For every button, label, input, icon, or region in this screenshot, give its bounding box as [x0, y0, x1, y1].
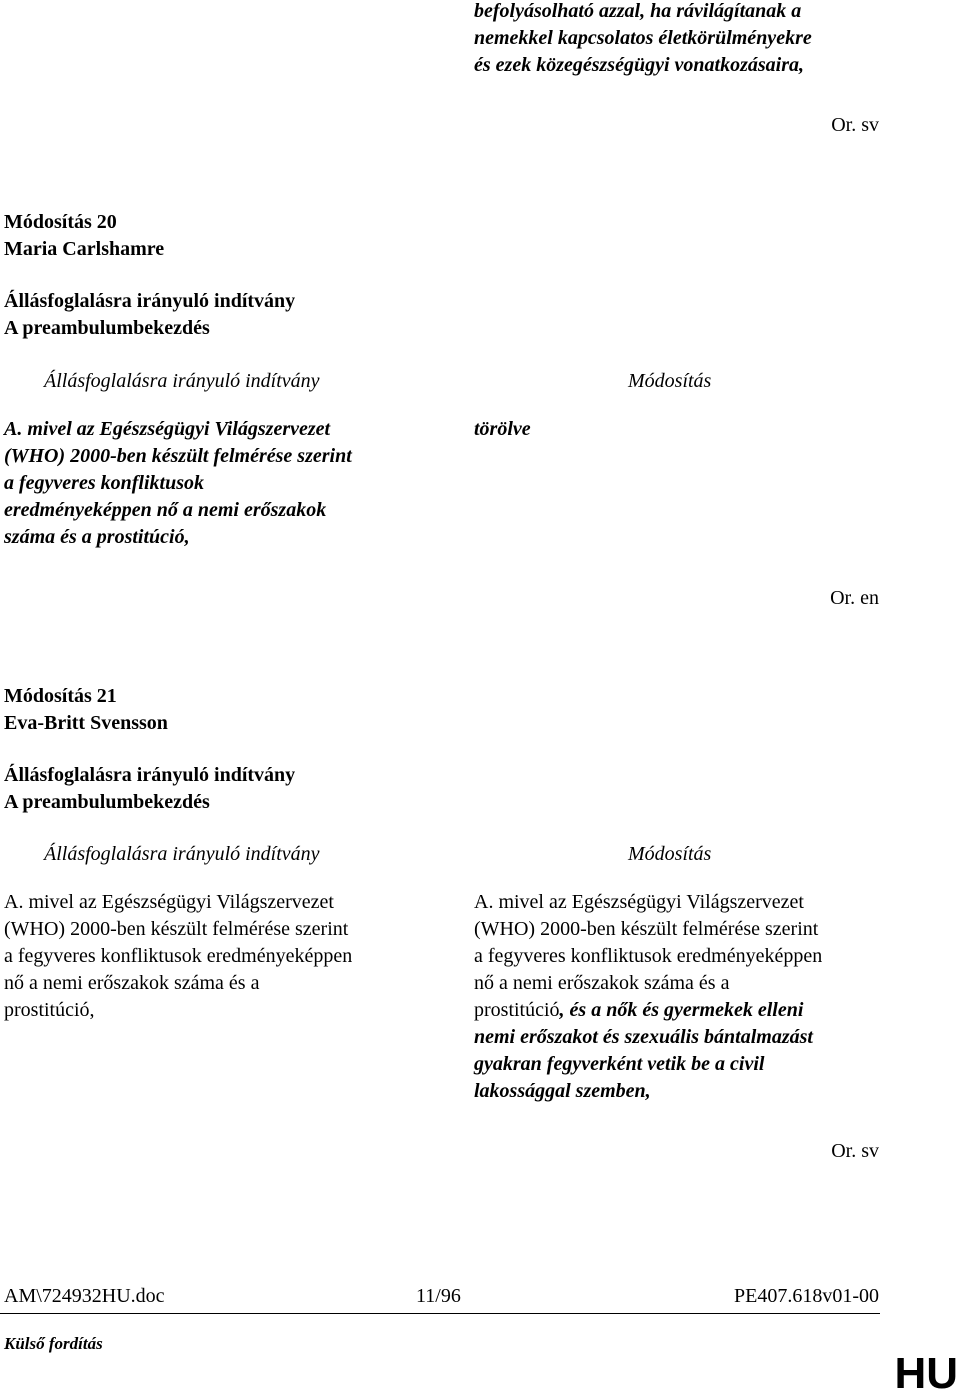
text-line: száma és a prostitúció,: [4, 526, 190, 548]
text-line: a fegyveres konfliktusok eredményeképpen: [4, 945, 353, 967]
continuation-text: [474, 0, 812, 79]
column-header-proposal: Állásfoglalásra irányuló indítvány: [44, 843, 320, 865]
amendment-21-amended-text: [474, 889, 894, 1105]
amendment-author: Eva-Britt Svensson: [4, 712, 168, 734]
text-line: eredményeképpen nő a nemi erőszakok: [4, 499, 327, 521]
footer-language-code: HU: [894, 1349, 958, 1398]
amendment-20-deleted-marker: törölve: [474, 418, 531, 440]
amendment-20-header: [4, 209, 164, 263]
text-line: (WHO) 2000-ben készült felmérése szerint: [474, 918, 819, 940]
continuation-line: nemekkel kapcsolatos életkörülményekre: [474, 27, 812, 49]
text-line: [4, 416, 424, 443]
original-language-label: Or. sv: [831, 114, 879, 136]
text-line: nő a nemi erőszakok száma és a: [474, 972, 730, 994]
amendment-21-original-text: [4, 889, 424, 1024]
added-text-line: nemi erőszakot és szexuális bántalmazást: [474, 1026, 813, 1048]
text-line: a fegyveres konfliktusok: [4, 472, 204, 494]
text-line: (WHO) 2000-ben készült felmérése szerint: [4, 445, 352, 467]
amendment-title: Módosítás 21: [4, 685, 117, 707]
text-line: A. mivel az Egészségügyi Világszervezet: [474, 891, 804, 913]
amendment-20-target: [4, 288, 295, 342]
continuation-line: befolyásolható azzal, ha rávilágítanak a: [474, 0, 802, 22]
footer-page-number: 11/96: [416, 1285, 461, 1307]
amendment-20-original-text: [4, 416, 424, 551]
text-line: [474, 997, 894, 1024]
column-header-amendment: Módosítás: [628, 370, 712, 392]
text-line: (WHO) 2000-ben készült felmérése szerint: [4, 918, 349, 940]
paragraph-label: A.: [4, 418, 28, 440]
amendment-21-target: [4, 762, 295, 816]
original-language-label: Or. sv: [831, 1140, 879, 1162]
amendment-title: Módosítás 20: [4, 211, 117, 233]
text-line-content: mivel az Egészségügyi Világszervezet: [27, 418, 331, 440]
amendment-author: Maria Carlshamre: [4, 238, 165, 260]
text-line: prostitúció,: [4, 999, 95, 1021]
added-text-line: gyakran fegyverként vetik be a civil: [474, 1053, 765, 1075]
continuation-line: és ezek közegészségügyi vonatkozásaira,: [474, 54, 804, 76]
column-header-proposal: Állásfoglalásra irányuló indítvány: [44, 370, 320, 392]
added-text-line: lakossággal szemben,: [474, 1080, 651, 1102]
original-language-label: Or. en: [830, 587, 879, 609]
document-type: Állásfoglalásra irányuló indítvány: [4, 764, 296, 786]
document-type: Állásfoglalásra irányuló indítvány: [4, 290, 296, 312]
footer-pe-ref: PE407.618v01-00: [734, 1285, 879, 1307]
footer-divider: [0, 1313, 880, 1314]
added-text: , és a nők és gyermekek elleni: [559, 999, 804, 1021]
text-line: nő a nemi erőszakok száma és a: [4, 972, 260, 994]
unchanged-text: prostitúció: [474, 999, 560, 1021]
text-line: A. mivel az Egészségügyi Világszervezet: [4, 891, 334, 913]
section-reference: A preambulumbekezdés: [4, 791, 210, 813]
amendment-21-header: [4, 683, 168, 737]
footer-translation-note: Külső fordítás: [4, 1334, 103, 1353]
text-line: a fegyveres konfliktusok eredményeképpen: [474, 945, 823, 967]
section-reference: A preambulumbekezdés: [4, 317, 210, 339]
column-header-amendment: Módosítás: [628, 843, 712, 865]
footer-doc-ref: AM\724932HU.doc: [4, 1285, 165, 1307]
